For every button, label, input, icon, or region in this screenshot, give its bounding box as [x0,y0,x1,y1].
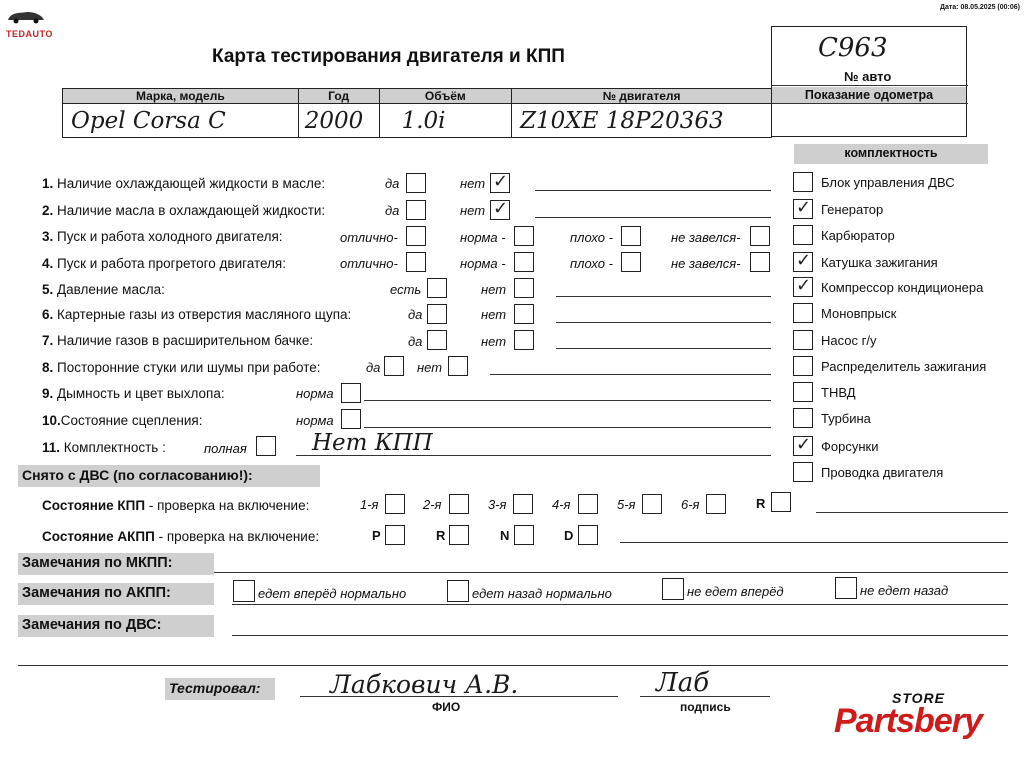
q8-net-checkbox[interactable] [448,356,468,376]
kom-label-1: Блок управления ДВС [821,175,955,190]
value-year: 2000 [298,104,379,138]
akpp-row-label: Состояние АКПП - проверка на включение: [42,529,320,544]
q1-net-label: нет [460,176,486,191]
kpp-gear-5-checkbox[interactable] [642,494,662,514]
q7-da-label: да [408,334,423,349]
tested-label: Тестировал: [165,678,275,700]
q3-norma-label: норма - [460,230,506,245]
kpp-gear-2-label: 2-я [423,497,442,512]
kpp-gear-1-label: 1-я [360,497,379,512]
auto-number-value: C963 [818,33,888,63]
question-3: 3. Пуск и работа холодного двигателя: [42,229,283,244]
kom-label-4: Катушка зажигания [821,255,938,270]
akpp-no-forward-label: не едет вперёд [687,584,784,599]
logo-text: TEDAUTO [6,29,53,39]
kom-label-2: Генератор [821,202,884,217]
question-11: 11. Комплектность : [42,440,166,455]
akpp-gear-p-checkbox[interactable] [385,525,405,545]
q8-da-label: да [366,360,381,375]
kpp-row-label: Состояние КПП - проверка на включение: [42,498,310,513]
col-model: Марка, модель [63,89,299,104]
kpp-gear-6-label: 6-я [681,497,700,512]
question-1: 1. Наличие охлаждающей жидкости в масле: [42,176,326,191]
akpp-gear-r-checkbox[interactable] [449,525,469,545]
q9-norma-checkbox[interactable] [341,383,361,403]
fio-label: ФИО [432,700,461,714]
kom-checkbox-1[interactable] [793,172,813,192]
q2-net-checkbox[interactable] [490,200,510,220]
removed-label: Снято с ДВС (по согласованию!): [18,465,320,487]
q5-est-checkbox[interactable] [427,278,447,298]
akpp-gear-p-label: P [372,528,381,543]
kom-label-12: Проводка двигателя [821,465,944,480]
q7-da-checkbox[interactable] [427,330,447,350]
q5-net-label: нет [481,282,507,297]
kom-label-8: Распределитель зажигания [821,359,987,374]
komplektnost-title: комплектность [794,144,988,164]
page-title: Карта тестирования двигателя и КПП [212,46,565,67]
auto-number-label: № авто [844,69,892,84]
kom-label-5: Компрессор кондиционера [821,280,984,295]
q9-norma-label: норма [296,386,334,401]
q1-da-label: да [385,176,400,191]
kom-label-3: Карбюратор [821,228,895,243]
q8-net-label: нет [417,360,443,375]
q4-ploho-label: плохо - [570,256,613,271]
date-stamp: Дата: 08.05.2025 (00:06) [939,4,1020,11]
kpp-gear-r-checkbox[interactable] [771,492,791,512]
q6-net-label: нет [481,307,507,322]
kpp-gear-3-checkbox[interactable] [513,494,533,514]
q4-ne-zavelsya-checkbox[interactable] [750,252,770,272]
q4-otlichno-checkbox[interactable] [406,252,426,272]
akpp-back-ok-label: едет назад нормально [472,586,612,601]
q2-net-label: нет [460,203,486,218]
kom-checkbox-11[interactable] [793,436,813,456]
kpp-gear-6-checkbox[interactable] [706,494,726,514]
q4-ploho-checkbox[interactable] [621,252,641,272]
kom-label-11: Форсунки [821,439,879,454]
value-volume: 1.0i [379,104,511,138]
tester-name: Лабкович А.В. [330,670,519,699]
kom-checkbox-5[interactable] [793,277,813,297]
question-8: 8. Посторонние стуки или шумы при работе: [42,360,321,375]
akpp-gear-r-label: R [436,528,446,543]
question-4: 4. Пуск и работа прогретого двигателя: [42,256,286,271]
akpp-gear-d-label: D [564,528,574,543]
question-9: 9. Дымность и цвет выхлопа: [42,386,225,401]
q3-ne-zavelsya-label: не завелся- [671,230,741,245]
remarks-dvs-label: Замечания по ДВС: [18,615,214,637]
q7-net-checkbox[interactable] [514,330,534,350]
q4-ne-zavelsya-label: не завелся- [671,256,741,271]
q2-da-label: да [385,203,400,218]
col-year: Год [298,89,379,104]
akpp-no-forward-checkbox[interactable] [662,578,684,600]
akpp-forward-ok-checkbox[interactable] [233,580,255,602]
question-2: 2. Наличие масла в охлаждающей жидкости: [42,203,326,218]
vehicle-table [62,88,772,138]
kom-checkbox-10[interactable] [793,408,813,428]
kom-checkbox-8[interactable] [793,356,813,376]
tester-signature: Лаб [656,668,710,698]
kom-checkbox-4[interactable] [793,252,813,272]
kom-checkbox-9[interactable] [793,382,813,402]
q3-otlichno-checkbox[interactable] [406,226,426,246]
akpp-gear-n-checkbox[interactable] [514,525,534,545]
kom-label-7: Насос г/у [821,333,877,348]
value-model: Opel Corsa C [63,104,299,138]
q3-ne-zavelsya-checkbox[interactable] [750,226,770,246]
q6-da-label: да [408,307,423,322]
kom-checkbox-12[interactable] [793,462,813,482]
q4-norma-label: норма - [460,256,506,271]
kom-checkbox-6[interactable] [793,303,813,323]
question-5: 5. Давление масла: [42,282,165,297]
akpp-gear-n-label: N [500,528,510,543]
akpp-gear-d-checkbox[interactable] [578,525,598,545]
question-10: 10.Состояние сцепления: [42,413,203,428]
col-engine-no: № двигателя [512,89,772,104]
remarks-mkpp-label: Замечания по МКПП: [18,553,214,575]
kpp-gear-4-label: 4-я [552,497,571,512]
q6-da-checkbox[interactable] [427,304,447,324]
brand-store: STORE [892,690,945,706]
kom-label-6: Моновпрыск [821,306,897,321]
akpp-no-back-checkbox[interactable] [835,577,857,599]
q3-norma-checkbox[interactable] [514,226,534,246]
kom-label-9: ТНВД [821,385,856,400]
q4-norma-checkbox[interactable] [514,252,534,272]
q4-otlichno-label: отлично- [340,256,398,271]
kpp-gear-2-checkbox[interactable] [449,494,469,514]
q11-note: Нет КПП [312,430,433,456]
q10-norma-label: норма [296,413,334,428]
remarks-akpp-label: Замечания по АКПП: [18,583,214,605]
q3-ploho-checkbox[interactable] [621,226,641,246]
q11-polnaya-label: полная [204,441,247,456]
q7-net-label: нет [481,334,507,349]
q1-da-checkbox[interactable] [406,173,426,193]
akpp-back-ok-checkbox[interactable] [447,580,469,602]
q3-ploho-label: плохо - [570,230,613,245]
question-7: 7. Наличие газов в расширительном бачке: [42,333,314,348]
kom-checkbox-3[interactable] [793,225,813,245]
q8-da-checkbox[interactable] [384,356,404,376]
kpp-gear-5-label: 5-я [617,497,636,512]
question-6: 6. Картерные газы из отверстия масляного щупа: [42,307,352,322]
kpp-gear-3-label: 3-я [488,497,507,512]
kpp-gear-4-checkbox[interactable] [578,494,598,514]
akpp-no-back-label: не едет назад [860,583,949,598]
kom-checkbox-2[interactable] [793,199,813,219]
car-icon [6,8,46,24]
kpp-gear-1-checkbox[interactable] [385,494,405,514]
kpp-gear-r-label: R [756,496,766,511]
kom-checkbox-7[interactable] [793,330,813,350]
sign-label: подпись [680,700,731,714]
akpp-forward-ok-label: едет вперёд нормально [258,586,407,601]
value-engine-no: Z10XE 18P20363 [512,104,772,138]
q6-net-checkbox[interactable] [514,304,534,324]
q10-norma-checkbox[interactable] [341,409,361,429]
q5-net-checkbox[interactable] [514,278,534,298]
q2-da-checkbox[interactable] [406,200,426,220]
q5-est-label: есть [390,282,422,297]
brand-name: Partsbery [834,702,982,740]
kom-label-10: Турбина [821,411,871,426]
col-volume: Объём [379,89,511,104]
q3-otlichno-label: отлично- [340,230,398,245]
auto-number-box [771,26,967,137]
odometer-label: Показание одометра [772,87,966,103]
q11-polnaya-checkbox[interactable] [256,436,276,456]
logo [6,8,53,39]
q1-net-checkbox[interactable] [490,173,510,193]
